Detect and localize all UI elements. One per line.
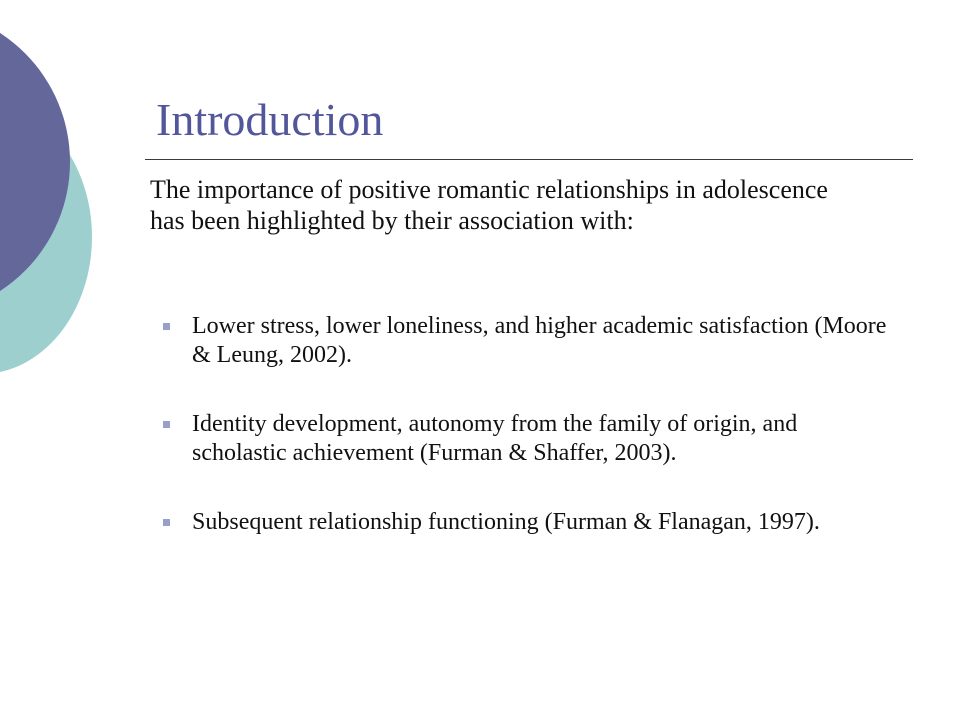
bullet-list <box>160 312 890 577</box>
square-bullet-icon <box>163 323 170 330</box>
bullet-text: Lower stress, lower loneliness, and higher academic satisfaction (Moore & Leung, 2002). <box>192 313 887 368</box>
slide-title: Introduction <box>156 94 384 145</box>
list-item <box>160 508 890 537</box>
intro-paragraph: The importance of positive romantic relationships in adolescence has been highlighted by their association with: <box>150 175 828 235</box>
square-bullet-icon <box>163 421 170 428</box>
list-item <box>160 312 890 370</box>
bullet-text: Identity development, autonomy from the family of origin, and scholastic achievement (Furman & Shaffer, 2003). <box>192 411 798 466</box>
square-bullet-icon <box>163 519 170 526</box>
bullet-text: Subsequent relationship functioning (Furman & Flanagan, 1997). <box>192 509 820 535</box>
list-item <box>160 410 890 468</box>
title-divider <box>145 159 913 160</box>
